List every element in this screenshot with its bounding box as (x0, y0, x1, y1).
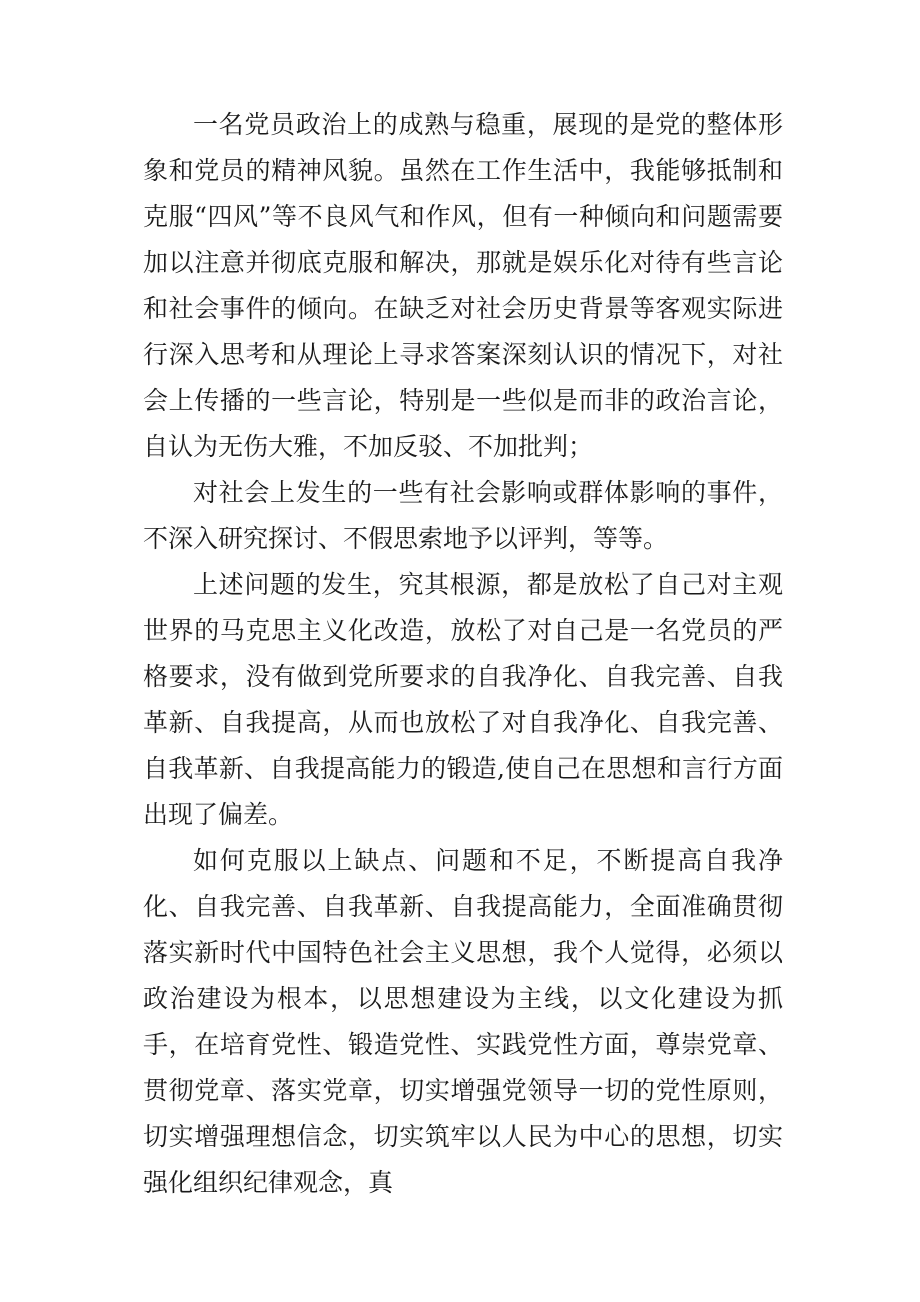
paragraph-2: 对社会上发生的一些有社会影响或群体影响的事件，不深入研究探讨、不假思索地予以评判，等等。 (143, 478, 783, 553)
paragraph-1: 一名党员政治上的成熟与稳重，展现的是党的整体形象和党员的精神风貌。虽然在工作生活中，我能够抵制和克服“四风”等不良风气和作风，但有一种倾向和问题需要加以注意并彻底克服和解决，那就是娱乐化对待有些言论和社会事件的倾向。在缺乏对社会历史背景等客观实际进行深入思考和从理论上寻求答案深刻认识的情况下，对社会上传播的一些言论，特别是一些似是而非的政治言论，自认为无伤大雅，不加反驳、不加批判； (143, 110, 783, 461)
paragraph-3: 上述问题的发生，究其根源，都是放松了自己对主观世界的马克思主义化改造，放松了对自己是一名党员的严格要求，没有做到党所要求的自我净化、自我完善、自我革新、自我提高，从而也放松了对自我净化、自我完善、自我革新、自我提高能力的锻造,使自己在思想和言行方面出现了偏差。 (143, 570, 783, 829)
document-body (143, 102, 783, 1206)
paragraph-4: 如何克服以上缺点、问题和不足，不断提高自我净化、自我完善、自我革新、自我提高能力，全面准确贯彻落实新时代中国特色社会主义思想，我个人觉得，必须以政治建设为根本，以思想建设为主线，以文化建设为抓手，在培育党性、锻造党性、实践党性方面，尊崇党章、贯彻党章、落实党章，切实增强党领导一切的党性原则，切实增强理想信念，切实筑牢以人民为中心的思想，切实强化组织纪律观念，真 (143, 846, 783, 1197)
